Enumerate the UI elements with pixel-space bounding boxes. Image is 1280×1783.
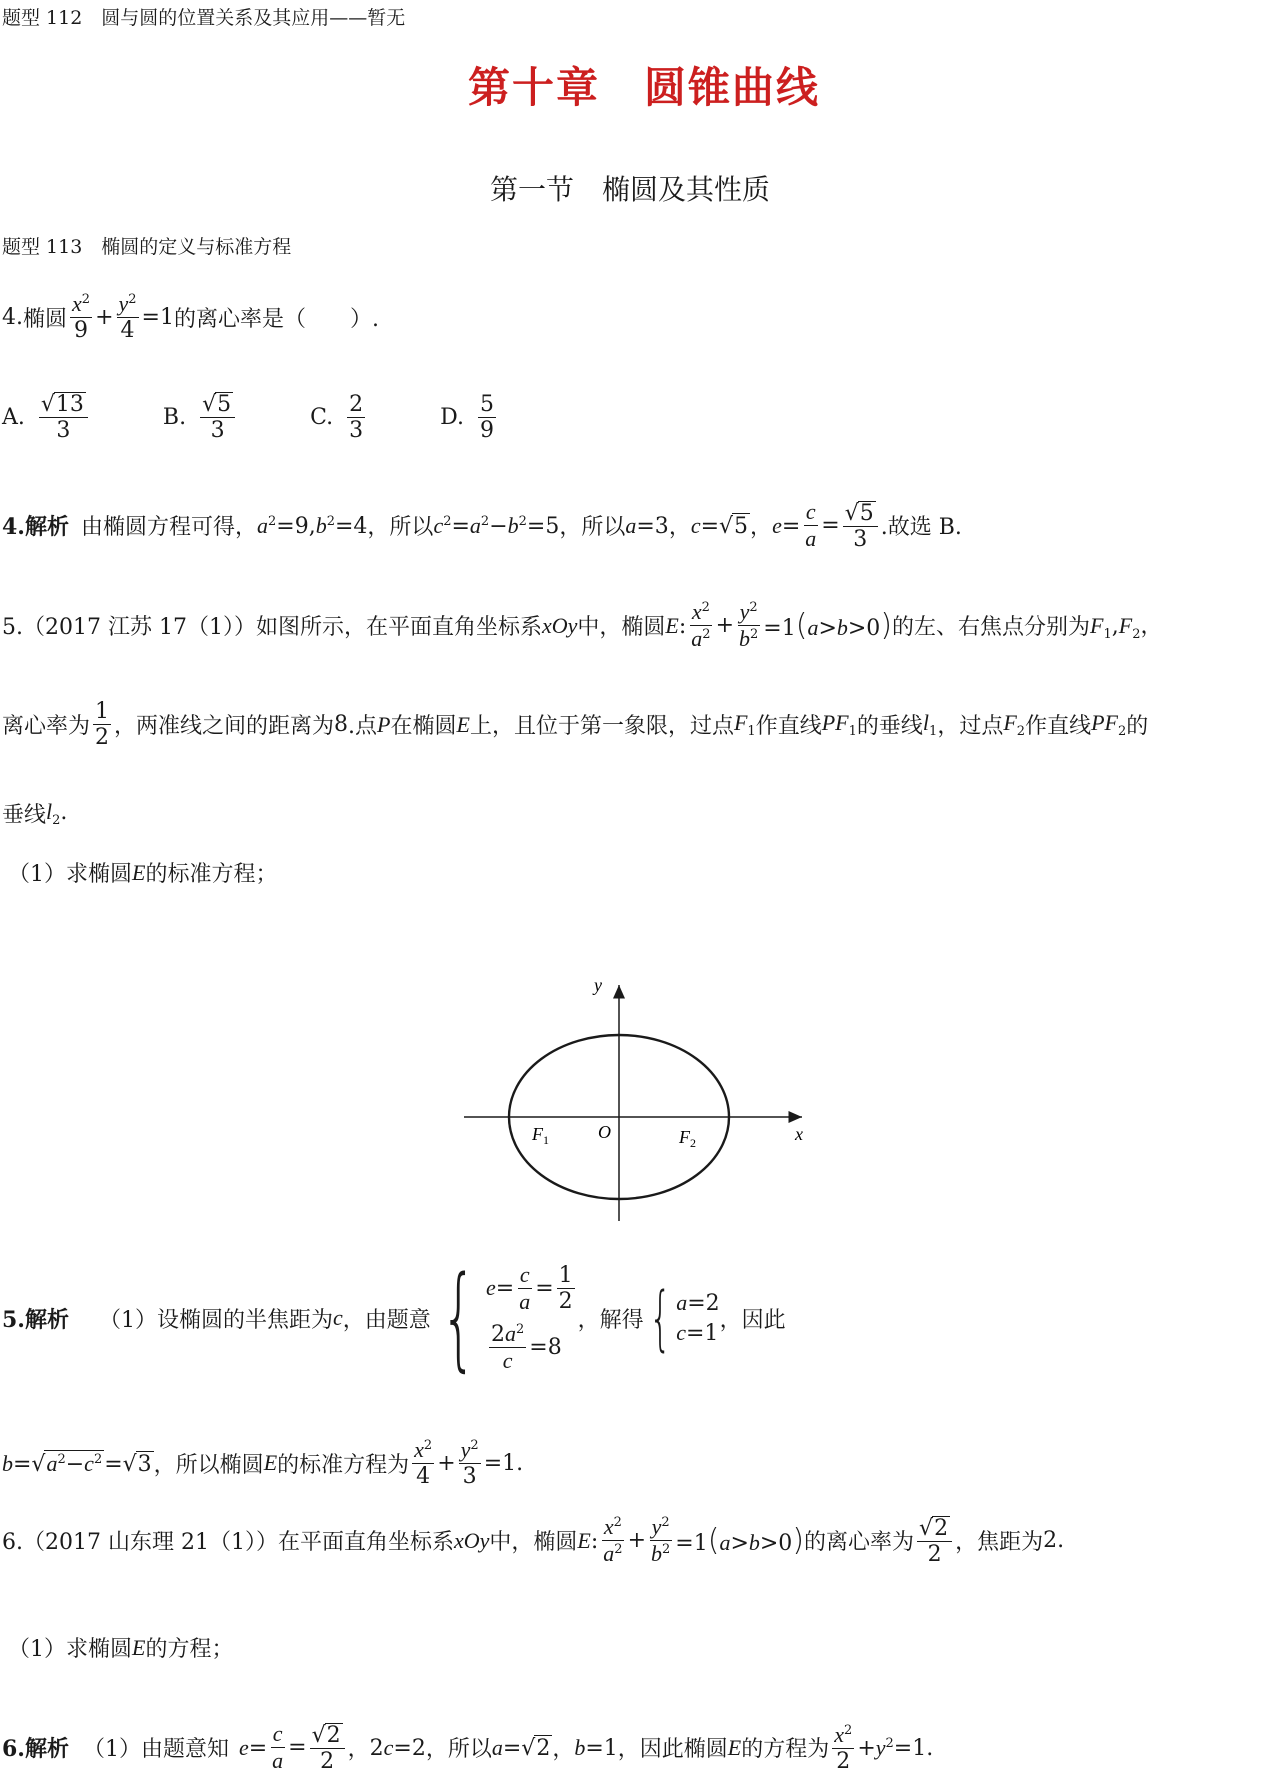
solution-5-line-2: $b=√a^2-c^2=√3$ ，所以椭圆 E 的标准方程为 $\frac{x^2}{4}$ + $\frac{y^2}{3}$ =1. bbox=[2, 1437, 524, 1490]
choice-a: A. bbox=[2, 404, 25, 430]
chapter-title: 第十章 圆锥曲线 bbox=[468, 63, 821, 112]
question-5-line-1: 5.（2017 江苏 17（1））如图所示，在平面直角坐标系 xOy 中，椭圆 E: $\frac{x^2}{a^2}$ + $\frac{y^2}{b^2}$ =1(a>b>0) 的左、右焦点分别为 $F_1,F_2$， bbox=[2, 599, 1163, 652]
origin-label: O bbox=[598, 1122, 611, 1142]
question-4: 4. 椭圆 $\frac{x^2}{9}$ + $\frac{y^2}{4}$ =1 的离心率是（ ）. bbox=[2, 291, 379, 344]
question-5-part-1: （1）求椭圆 E 的标准方程； bbox=[8, 859, 278, 887]
fraction: $\frac{x^2}{9}$ bbox=[72, 291, 91, 344]
question-6-part-1: （1）求椭圆 E 的方程； bbox=[8, 1634, 234, 1662]
question-4-choices: A. $\frac{√13}{3}$ B. $\frac{√5}{3}$ C. $\frac{2}{3}$ D. $\frac{5}{9}$ bbox=[2, 391, 495, 444]
previous-topic-header: 题型 112 圆与圆的位置关系及其应用——暂无 bbox=[2, 7, 406, 29]
solution-4: 4.解析 由椭圆方程可得， $a^2=9,b^2=4$ ，所以 $c^2=a^2-b^2=5$ ，所以 a=3 ， c=√5 ， e= $\frac{c}{a}$ = $\frac{√5}{3}$ .故选 B. bbox=[2, 499, 962, 552]
x-axis-label: x bbox=[795, 1124, 803, 1144]
choice-d: D. bbox=[440, 404, 465, 430]
focus-f1-label: $F_1$ bbox=[532, 1124, 549, 1147]
focus-f2-label: $F_2$ bbox=[679, 1127, 696, 1150]
solution-label: 5.解析 bbox=[2, 1306, 69, 1333]
question-6: 6.（2017 山东理 21（1））在平面直角坐标系 xOy 中，椭圆 E: $\frac{x^2}{a^2}$ + $\frac{y^2}{b^2}$ =1(a>b>0) 的离心率为 $\frac{√2}{2}$ ，焦距为 2. bbox=[2, 1514, 1065, 1567]
choice-b: B. bbox=[162, 404, 187, 430]
solution-label: 4.解析 bbox=[2, 514, 69, 541]
fraction: $\frac{y^2}{4}$ bbox=[118, 291, 137, 344]
question-5-line-3: 垂线 $l_2$. bbox=[2, 799, 68, 828]
question-5-line-2: 离心率为 $\frac{1}{2}$ ，两准线之间的距离为 8 .点 P 在椭圆 E 上，且位于第一象限，过点 $F_1$ 作直线 $PF_1$ 的垂线 $l_1$ ，过点 $F_2$ 作直线 $PF_2$ 的 bbox=[2, 699, 1149, 751]
section-title: 第一节 椭圆及其性质 bbox=[490, 173, 771, 206]
choice-c: C. bbox=[310, 404, 334, 430]
solution-5: 5.解析 （1）设椭圆的半焦距为 c ，由题意 { e= $\frac{c}{a}$ = $\frac{1}{2}$ $\frac{2a^2}{c}$ =8 ，解得 { a=2 c=1 ，因此 bbox=[2, 1253, 786, 1383]
solution-label: 6.解析 bbox=[2, 1736, 69, 1763]
ellipse-figure bbox=[460, 975, 820, 1230]
solution-6: 6.解析 （1）由题意知 e= $\frac{c}{a}$ = $\frac{√2}{2}$ ， 2c=2 ，所以 a=√2 ， b=1 ，因此椭圆 E 的方程为 $\frac{x^2}{2}$ $+y^2=1$. bbox=[2, 1721, 934, 1774]
topic-113-heading: 题型 113 椭圆的定义与标准方程 bbox=[2, 236, 292, 258]
y-axis-label: y bbox=[594, 975, 602, 995]
